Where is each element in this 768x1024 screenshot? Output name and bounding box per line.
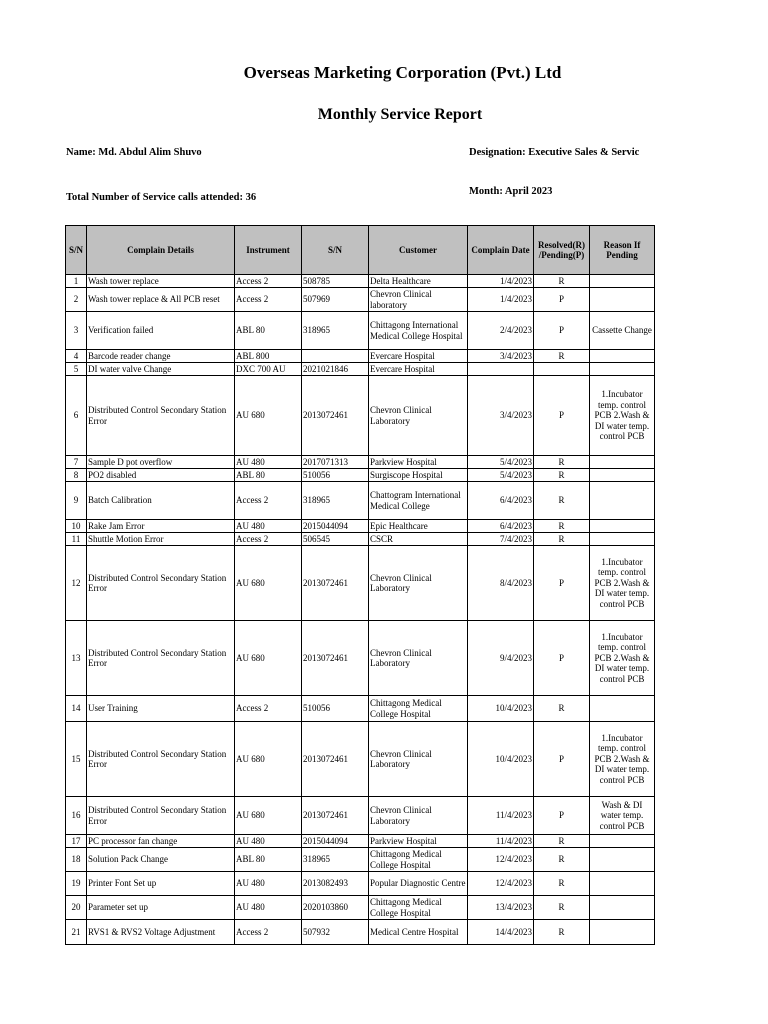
cell-reason: 1.Incubator temp. control PCB 2.Wash & DI water temp. control PCB	[590, 722, 655, 797]
cell-complain-details: Distributed Control Secondary Station Error	[87, 722, 235, 797]
cell-customer: Chevron Clinical Laboratory	[369, 621, 468, 696]
cell-status: P	[534, 288, 590, 312]
cell-reason: 1.Incubator temp. control PCB 2.Wash & DI water temp. control PCB	[590, 546, 655, 621]
cell-complain-date: 5/4/2023	[468, 469, 534, 482]
cell-reason: Wash & DI water temp. control PCB	[590, 797, 655, 835]
cell-sn: 13	[66, 621, 87, 696]
table-row	[66, 312, 655, 350]
table-row	[66, 482, 655, 520]
col-header-sn: S/N	[66, 226, 87, 275]
table-row	[66, 520, 655, 533]
cell-instrument: AU 680	[235, 376, 302, 456]
cell-customer: Delta Healthcare	[369, 275, 468, 288]
cell-customer: Chevron Clinical Laboratory	[369, 376, 468, 456]
cell-instrument: AU 480	[235, 456, 302, 469]
cell-serial: 2013072461	[302, 621, 369, 696]
cell-sn: 3	[66, 312, 87, 350]
cell-complain-date: 11/4/2023	[468, 797, 534, 835]
cell-customer: Parkview Hospital	[369, 456, 468, 469]
cell-complain-details: Shuttle Motion Error	[87, 533, 235, 546]
cell-customer: Surgiscope Hospital	[369, 469, 468, 482]
cell-instrument: AU 480	[235, 896, 302, 920]
cell-serial: 2013072461	[302, 546, 369, 621]
cell-customer: Chittagong Medical College Hospital	[369, 896, 468, 920]
cell-customer: Chittagong International Medical College Hospital	[369, 312, 468, 350]
cell-complain-details: PO2 disabled	[87, 469, 235, 482]
cell-sn: 19	[66, 872, 87, 896]
cell-instrument: ABL 80	[235, 312, 302, 350]
cell-complain-date: 14/4/2023	[468, 920, 534, 945]
cell-status: R	[534, 469, 590, 482]
cell-reason: 1.Incubator temp. control PCB 2.Wash & DI water temp. control PCB	[590, 376, 655, 456]
cell-customer: CSCR	[369, 533, 468, 546]
cell-serial: 2013072461	[302, 797, 369, 835]
cell-sn: 15	[66, 722, 87, 797]
cell-status: R	[534, 696, 590, 722]
cell-serial: 2020103860	[302, 896, 369, 920]
cell-sn: 9	[66, 482, 87, 520]
cell-complain-details: Distributed Control Secondary Station Error	[87, 376, 235, 456]
cell-sn: 12	[66, 546, 87, 621]
total-service-calls: Total Number of Service calls attended: 36	[66, 192, 257, 203]
cell-status: P	[534, 546, 590, 621]
cell-serial	[302, 350, 369, 363]
table-row	[66, 621, 655, 696]
employee-designation: Designation: Executive Sales & Servic	[469, 147, 640, 158]
table-row	[66, 469, 655, 482]
cell-status: P	[534, 312, 590, 350]
cell-complain-date: 6/4/2023	[468, 520, 534, 533]
cell-customer: Chevron Clinical Laboratory	[369, 722, 468, 797]
cell-reason	[590, 520, 655, 533]
cell-customer: Popular Diagnostic Centre	[369, 872, 468, 896]
cell-instrument: Access 2	[235, 288, 302, 312]
cell-reason	[590, 482, 655, 520]
cell-complain-date: 1/4/2023	[468, 275, 534, 288]
cell-serial: 2015044094	[302, 835, 369, 848]
cell-complain-date: 10/4/2023	[468, 696, 534, 722]
table-row	[66, 376, 655, 456]
cell-customer: Chevron Clinical Laboratory	[369, 546, 468, 621]
cell-customer: Chittagong Medical College Hospital	[369, 696, 468, 722]
cell-customer: Parkview Hospital	[369, 835, 468, 848]
cell-complain-date: 1/4/2023	[468, 288, 534, 312]
cell-complain-details: Printer Font Set up	[87, 872, 235, 896]
cell-complain-date: 2/4/2023	[468, 312, 534, 350]
cell-reason	[590, 920, 655, 945]
cell-status: R	[534, 896, 590, 920]
cell-complain-date: 8/4/2023	[468, 546, 534, 621]
cell-serial: 2013072461	[302, 376, 369, 456]
company-name: Overseas Marketing Corporation (Pvt.) Ltd	[243, 63, 562, 82]
cell-instrument: DXC 700 AU	[235, 363, 302, 376]
cell-status: R	[534, 920, 590, 945]
cell-sn: 14	[66, 696, 87, 722]
cell-status: R	[534, 456, 590, 469]
cell-instrument: Access 2	[235, 275, 302, 288]
cell-serial: 2017071313	[302, 456, 369, 469]
cell-complain-details: Distributed Control Secondary Station Error	[87, 546, 235, 621]
service-table	[65, 225, 655, 945]
cell-complain-date: 9/4/2023	[468, 621, 534, 696]
cell-sn: 4	[66, 350, 87, 363]
cell-instrument: ABL 80	[235, 469, 302, 482]
cell-customer: Epic Healthcare	[369, 520, 468, 533]
cell-serial: 506545	[302, 533, 369, 546]
cell-complain-date: 3/4/2023	[468, 376, 534, 456]
cell-complain-details: Verification failed	[87, 312, 235, 350]
cell-serial: 2013082493	[302, 872, 369, 896]
cell-customer: Chevron Clinical Laboratory	[369, 797, 468, 835]
table-row	[66, 288, 655, 312]
cell-complain-details: Parameter set up	[87, 896, 235, 920]
cell-serial: 510056	[302, 696, 369, 722]
cell-complain-date: 13/4/2023	[468, 896, 534, 920]
cell-complain-details: Rake Jam Error	[87, 520, 235, 533]
table-row	[66, 835, 655, 848]
cell-complain-date	[468, 363, 534, 376]
cell-instrument: AU 680	[235, 797, 302, 835]
table-row	[66, 722, 655, 797]
col-header-instrument: Instrument	[235, 226, 302, 275]
cell-instrument: AU 680	[235, 621, 302, 696]
cell-reason	[590, 696, 655, 722]
cell-serial: 2021021846	[302, 363, 369, 376]
cell-reason	[590, 350, 655, 363]
cell-complain-details: Distributed Control Secondary Station Error	[87, 797, 235, 835]
cell-sn: 11	[66, 533, 87, 546]
cell-status: R	[534, 520, 590, 533]
cell-status: P	[534, 376, 590, 456]
cell-status: R	[534, 533, 590, 546]
cell-status	[534, 363, 590, 376]
cell-instrument: Access 2	[235, 482, 302, 520]
table-header-row	[66, 226, 655, 275]
cell-sn: 16	[66, 797, 87, 835]
cell-status: R	[534, 350, 590, 363]
cell-reason: Cassette Change	[590, 312, 655, 350]
cell-status: R	[534, 275, 590, 288]
cell-complain-details: PC processor fan change	[87, 835, 235, 848]
cell-customer: Medical Centre Hospital	[369, 920, 468, 945]
cell-instrument: Access 2	[235, 920, 302, 945]
table-row	[66, 920, 655, 945]
table-row	[66, 696, 655, 722]
cell-sn: 21	[66, 920, 87, 945]
cell-complain-date: 12/4/2023	[468, 848, 534, 872]
report-title: Monthly Service Report	[317, 106, 483, 123]
cell-status: R	[534, 848, 590, 872]
cell-customer: Chevron Clinical laboratory	[369, 288, 468, 312]
cell-sn: 7	[66, 456, 87, 469]
cell-customer: Chittagong Medical College Hospital	[369, 848, 468, 872]
cell-sn: 20	[66, 896, 87, 920]
employee-name: Name: Md. Abdul Alim Shuvo	[66, 147, 202, 158]
cell-status: P	[534, 722, 590, 797]
cell-complain-date: 3/4/2023	[468, 350, 534, 363]
cell-reason	[590, 848, 655, 872]
cell-reason	[590, 533, 655, 546]
cell-complain-details: Wash tower replace	[87, 275, 235, 288]
col-header-complain-date: Complain Date	[468, 226, 534, 275]
cell-sn: 2	[66, 288, 87, 312]
cell-sn: 5	[66, 363, 87, 376]
cell-complain-date: 7/4/2023	[468, 533, 534, 546]
cell-complain-date: 11/4/2023	[468, 835, 534, 848]
cell-complain-details: Sample D pot overflow	[87, 456, 235, 469]
cell-serial: 2015044094	[302, 520, 369, 533]
cell-reason	[590, 872, 655, 896]
table-row	[66, 363, 655, 376]
cell-complain-details: Barcode reader change	[87, 350, 235, 363]
cell-reason	[590, 288, 655, 312]
cell-instrument: ABL 800	[235, 350, 302, 363]
cell-reason	[590, 275, 655, 288]
cell-instrument: AU 480	[235, 835, 302, 848]
cell-sn: 10	[66, 520, 87, 533]
col-header-customer: Customer	[369, 226, 468, 275]
report-month: Month: April 2023	[469, 186, 553, 197]
cell-complain-date: 5/4/2023	[468, 456, 534, 469]
table-row	[66, 872, 655, 896]
cell-serial: 2013072461	[302, 722, 369, 797]
cell-complain-date: 10/4/2023	[468, 722, 534, 797]
col-header-complain-details: Complain Details	[87, 226, 235, 275]
col-header-serial: S/N	[302, 226, 369, 275]
cell-complain-details: DI water valve Change	[87, 363, 235, 376]
cell-sn: 6	[66, 376, 87, 456]
cell-serial: 508785	[302, 275, 369, 288]
cell-sn: 1	[66, 275, 87, 288]
cell-complain-details: Distributed Control Secondary Station Error	[87, 621, 235, 696]
table-row	[66, 456, 655, 469]
cell-reason: 1.Incubator temp. control PCB 2.Wash & DI water temp. control PCB	[590, 621, 655, 696]
table-row	[66, 533, 655, 546]
cell-sn: 18	[66, 848, 87, 872]
cell-complain-details: Solution Pack Change	[87, 848, 235, 872]
cell-instrument: AU 680	[235, 546, 302, 621]
cell-serial: 318965	[302, 312, 369, 350]
cell-complain-date: 12/4/2023	[468, 872, 534, 896]
cell-complain-details: Batch Calibration	[87, 482, 235, 520]
cell-instrument: AU 680	[235, 722, 302, 797]
cell-status: P	[534, 797, 590, 835]
cell-instrument: AU 480	[235, 872, 302, 896]
table-row	[66, 350, 655, 363]
cell-reason	[590, 363, 655, 376]
cell-reason	[590, 456, 655, 469]
cell-sn: 8	[66, 469, 87, 482]
cell-status: P	[534, 621, 590, 696]
cell-serial: 507969	[302, 288, 369, 312]
cell-reason	[590, 896, 655, 920]
cell-instrument: ABL 80	[235, 848, 302, 872]
cell-status: R	[534, 835, 590, 848]
cell-serial: 510056	[302, 469, 369, 482]
cell-reason	[590, 835, 655, 848]
table-body	[66, 275, 655, 945]
cell-reason	[590, 469, 655, 482]
col-header-reason: Reason If Pending	[590, 226, 655, 275]
table-row	[66, 896, 655, 920]
table-row	[66, 275, 655, 288]
cell-customer: Evercare Hospital	[369, 350, 468, 363]
table-row	[66, 797, 655, 835]
cell-complain-details: Wash tower replace & All PCB reset	[87, 288, 235, 312]
cell-complain-details: User Training	[87, 696, 235, 722]
col-header-status: Resolved(R) /Pending(P)	[534, 226, 590, 275]
cell-customer: Chattogram International Medical College	[369, 482, 468, 520]
cell-instrument: Access 2	[235, 696, 302, 722]
cell-sn: 17	[66, 835, 87, 848]
cell-complain-details: RVS1 & RVS2 Voltage Adjustment	[87, 920, 235, 945]
table-row	[66, 546, 655, 621]
cell-customer: Evercare Hospital	[369, 363, 468, 376]
table-row	[66, 848, 655, 872]
cell-serial: 507932	[302, 920, 369, 945]
cell-status: R	[534, 482, 590, 520]
cell-complain-date: 6/4/2023	[468, 482, 534, 520]
cell-serial: 318965	[302, 848, 369, 872]
cell-instrument: Access 2	[235, 533, 302, 546]
cell-serial: 318965	[302, 482, 369, 520]
cell-instrument: AU 480	[235, 520, 302, 533]
cell-status: R	[534, 872, 590, 896]
